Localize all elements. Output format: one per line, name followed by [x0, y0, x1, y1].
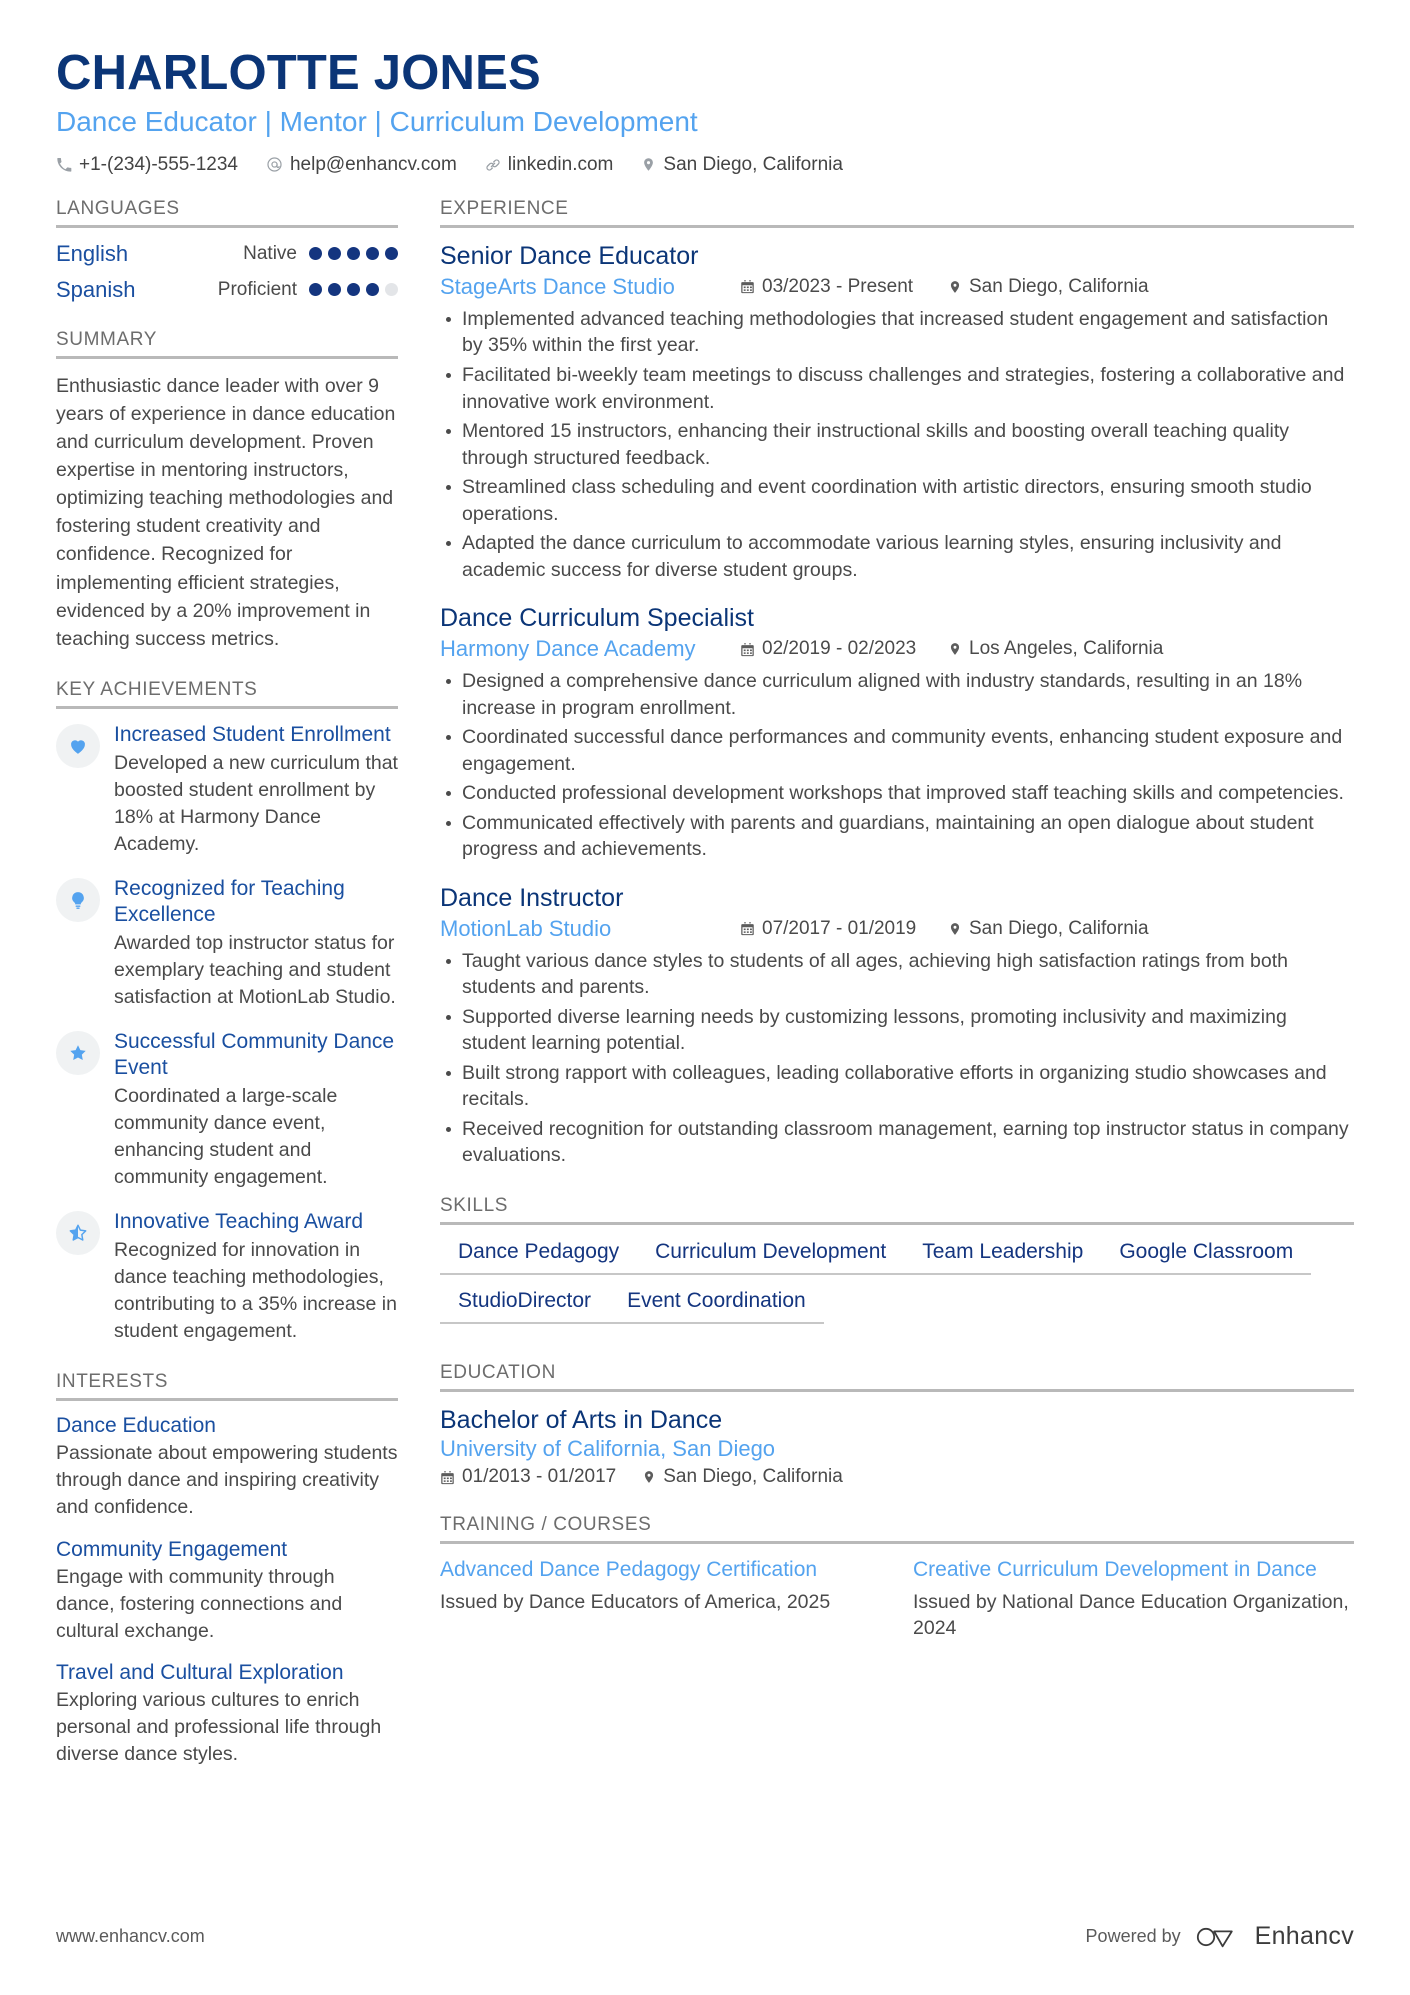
enhancv-logo-icon [1195, 1924, 1241, 1950]
job-location-text: Los Angeles, California [969, 638, 1164, 660]
job-role: Senior Dance Educator [440, 241, 699, 270]
interest-title: Community Engagement [56, 1537, 288, 1561]
interest-item [56, 1661, 398, 1768]
dot [328, 283, 341, 296]
job-meta [440, 274, 1354, 300]
course-issuer: Issued by Dance Educators of America, 2025 [440, 1590, 831, 1613]
achievement-item [56, 722, 398, 858]
job-role: Dance Instructor [440, 883, 624, 912]
footer-brand [1086, 1922, 1354, 1951]
contact-phone-text: +1-(234)-555-1234 [79, 153, 238, 175]
courses-list [440, 1557, 1354, 1642]
achievement-desc: Recognized for innovation in dance teaching methodologies, contributing to a 35% increase in student engagement. [114, 1239, 397, 1343]
link-icon [485, 157, 501, 173]
skills-list [440, 1238, 1354, 1336]
achievement-item [56, 1029, 398, 1191]
job-meta [440, 916, 1354, 942]
candidate-name: CHARLOTTE JONES [56, 46, 541, 100]
section-divider [440, 1389, 1354, 1392]
contact-link[interactable] [485, 154, 614, 176]
language-dots [309, 283, 398, 296]
job-bullet: Mentored 15 instructors, enhancing their instructional skills and boosting overall teaching quality through structured feedback. [440, 418, 1354, 471]
language-rating [218, 279, 398, 301]
training-title: TRAINING / COURSES [440, 1514, 652, 1536]
dot [366, 247, 379, 260]
job-bullet: Streamlined class scheduling and event coordination with artistic directors, ensuring smooth studio operations. [440, 474, 1354, 527]
contact-phone[interactable] [56, 154, 238, 176]
location-icon [642, 1469, 656, 1485]
powered-by-label: Powered by [1085, 1926, 1181, 1946]
education-meta [440, 1466, 1354, 1488]
job-location-text: San Diego, California [969, 917, 1149, 939]
job-bullet: Conducted professional development workshops that improved staff teaching skills and competencies. [440, 780, 1354, 807]
right-column [416, 198, 1354, 1668]
interest-desc: Exploring various cultures to enrich personal and professional life through diverse dance styles. [56, 1689, 382, 1766]
job-dates-text: 03/2023 - Present [762, 275, 914, 297]
education-location [642, 1466, 843, 1488]
skill-chip: Google Classroom [1101, 1238, 1311, 1275]
job-bullet: Facilitated bi-weekly team meetings to discuss challenges and strategies, fostering a collaborative and innovative work environment. [440, 362, 1354, 415]
achievements-section [56, 679, 398, 1345]
dot [328, 247, 341, 260]
education-location-text: San Diego, California [663, 1466, 843, 1488]
course-item [440, 1557, 881, 1642]
languages-section [56, 198, 398, 303]
job-location [948, 638, 1163, 660]
experience-title: EXPERIENCE [440, 197, 569, 219]
achievement-item [56, 876, 398, 1011]
education-section [440, 1362, 1354, 1489]
languages-title: LANGUAGES [56, 197, 180, 219]
contact-link-text: linkedin.com [507, 153, 614, 175]
education-degree: Bachelor of Arts in Dance [440, 1405, 723, 1434]
achievement-body [114, 1209, 398, 1345]
achievement-body [114, 1029, 398, 1191]
achievements-title: KEY ACHIEVEMENTS [56, 678, 258, 700]
job-bullet: Built strong rapport with colleagues, leading collaborative efforts in organizing studio showcases and recitals. [440, 1060, 1354, 1113]
course-title: Creative Curriculum Development in Dance [913, 1558, 1317, 1582]
language-level: Proficient [217, 278, 297, 300]
calendar-icon [740, 642, 755, 657]
course-item [913, 1557, 1354, 1642]
location-icon [948, 279, 962, 295]
experience-item [440, 241, 1354, 583]
interests-title: INTERESTS [56, 1371, 169, 1392]
job-company: StageArts Dance Studio [440, 273, 675, 299]
section-divider [440, 1541, 1354, 1544]
left-column [56, 198, 416, 1794]
page-footer [56, 1922, 1354, 1951]
achievement-desc: Awarded top instructor status for exemplary teaching and student satisfaction at MotionLab Studio. [114, 932, 396, 1009]
lightbulb-icon [56, 878, 100, 922]
achievement-body [114, 722, 398, 858]
experience-item [440, 603, 1354, 863]
section-divider [56, 706, 398, 709]
dot [309, 247, 322, 260]
achievement-desc: Developed a new curriculum that boosted student enrollment by 18% at Harmony Dance Academy. [114, 752, 398, 856]
contact-email[interactable] [266, 154, 457, 176]
summary-title: SUMMARY [56, 328, 157, 350]
heart-icon [56, 724, 100, 768]
language-item [56, 241, 398, 267]
contact-email-text: help@enhancv.com [289, 153, 457, 175]
skills-section [440, 1195, 1354, 1336]
section-divider [440, 225, 1354, 228]
job-dates-text: 02/2019 - 02/2023 [762, 638, 917, 660]
dot [347, 247, 360, 260]
calendar-icon [740, 921, 755, 936]
job-dates-text: 07/2017 - 01/2019 [762, 917, 917, 939]
job-company: Harmony Dance Academy [440, 636, 696, 662]
language-name: Spanish [56, 276, 136, 302]
interest-title: Travel and Cultural Exploration [56, 1661, 344, 1685]
contact-row [56, 154, 1354, 176]
job-bullet: Coordinated successful dance performances and community events, enhancing student exposure and engagement. [440, 724, 1354, 777]
course-issuer: Issued by National Dance Education Organization, 2024 [913, 1590, 1349, 1640]
skill-chip: StudioDirector [440, 1287, 609, 1324]
job-dates [740, 918, 948, 940]
achievement-title: Innovative Teaching Award [114, 1209, 364, 1233]
candidate-headline: Dance Educator | Mentor | Curriculum Development [56, 105, 698, 137]
education-dates [440, 1466, 616, 1488]
enhancv-wordmark: Enhancv [1254, 1922, 1354, 1950]
email-icon [266, 156, 283, 173]
language-rating [243, 243, 398, 265]
job-company: MotionLab Studio [440, 915, 612, 941]
achievement-desc: Coordinated a large-scale community dance event, enhancing student and community engagement. [114, 1085, 338, 1188]
job-bullet: Received recognition for outstanding classroom management, earning top instructor status in company evaluations. [440, 1116, 1354, 1169]
footer-website[interactable]: www.enhancv.com [56, 1926, 205, 1946]
achievement-title: Recognized for Teaching Excellence [114, 876, 345, 926]
achievement-title: Increased Student Enrollment [114, 722, 391, 746]
language-level: Native [243, 242, 297, 264]
location-icon [948, 641, 962, 657]
language-item [56, 277, 398, 303]
achievement-title: Successful Community Dance Event [114, 1029, 395, 1079]
calendar-icon [740, 279, 755, 294]
job-dates [740, 638, 948, 660]
skill-chip: Curriculum Development [637, 1238, 904, 1275]
job-meta [440, 636, 1354, 662]
resume-header [56, 48, 1354, 176]
training-section [440, 1514, 1354, 1642]
phone-icon [56, 157, 72, 173]
job-location [948, 918, 1149, 940]
summary-section [56, 329, 398, 653]
interest-item [56, 1414, 398, 1521]
education-school: University of California, San Diego [440, 1436, 776, 1462]
education-dates-text: 01/2013 - 01/2017 [462, 1466, 617, 1488]
section-divider [56, 356, 398, 359]
contact-location [641, 154, 843, 176]
resume-body [56, 198, 1354, 1794]
experience-section [440, 198, 1354, 1169]
job-location-text: San Diego, California [969, 275, 1149, 297]
summary-text: Enthusiastic dance leader with over 9 years of experience in dance education and curriculum development. Proven expertise in mentoring instructors, optimizing teaching methodologies and fostering student creativity and confidence. Recognized for implementing efficient strategies, evidenced by a 20% improvement in teaching success metrics. [56, 374, 396, 650]
section-divider [56, 225, 398, 228]
section-divider [56, 1398, 398, 1401]
location-icon [948, 921, 962, 937]
section-divider [440, 1222, 1354, 1225]
job-location [948, 276, 1149, 298]
job-bullet: Adapted the dance curriculum to accommodate various learning styles, ensuring inclusivity and academic success for diverse student groups. [440, 530, 1354, 583]
education-title: EDUCATION [440, 1361, 556, 1383]
dot [309, 283, 322, 296]
experience-item [440, 883, 1354, 1169]
calendar-icon [440, 1470, 455, 1485]
job-dates [740, 276, 948, 298]
skill-chip: Event Coordination [609, 1287, 824, 1324]
skill-chip: Dance Pedagogy [440, 1238, 637, 1275]
interest-desc: Engage with community through dance, fostering connections and cultural exchange. [56, 1565, 343, 1642]
education-item [440, 1405, 1354, 1489]
language-name: English [56, 240, 129, 266]
job-bullet: Communicated effectively with parents and guardians, maintaining an open dialogue about student progress and achievements. [440, 810, 1354, 863]
course-title: Advanced Dance Pedagogy Certification [440, 1558, 818, 1582]
dot [347, 283, 360, 296]
job-bullet: Supported diverse learning needs by customizing lessons, promoting inclusivity and maximizing student learning potential. [440, 1004, 1354, 1057]
dot [366, 283, 379, 296]
achievement-item [56, 1209, 398, 1345]
star-icon [56, 1031, 100, 1075]
skill-chip: Team Leadership [904, 1238, 1101, 1275]
location-icon [641, 156, 656, 173]
job-bullet: Designed a comprehensive dance curriculum aligned with industry standards, resulting in an 18% increase in program enrollment. [440, 668, 1354, 721]
skills-title: SKILLS [440, 1194, 509, 1216]
dot [385, 247, 398, 260]
job-bullet: Taught various dance styles to students of all ages, achieving high satisfaction ratings from both students and parents. [440, 948, 1354, 1001]
job-bullets [440, 668, 1354, 863]
contact-location-text: San Diego, California [663, 153, 843, 175]
dot [385, 283, 398, 296]
interest-desc: Passionate about empowering students through dance and inspiring creativity and confidence. [56, 1442, 398, 1518]
interest-title: Dance Education [56, 1414, 216, 1437]
job-bullets [440, 948, 1354, 1169]
job-role: Dance Curriculum Specialist [440, 604, 755, 633]
job-bullet: Implemented advanced teaching methodologies that increased student engagement and satisfaction by 35% within the first year. [440, 306, 1354, 359]
job-bullets [440, 306, 1354, 583]
achievement-body [114, 876, 398, 1011]
interests-section [56, 1371, 398, 1768]
half-star-icon [56, 1211, 100, 1255]
language-dots [309, 247, 398, 260]
interest-item [56, 1538, 398, 1645]
